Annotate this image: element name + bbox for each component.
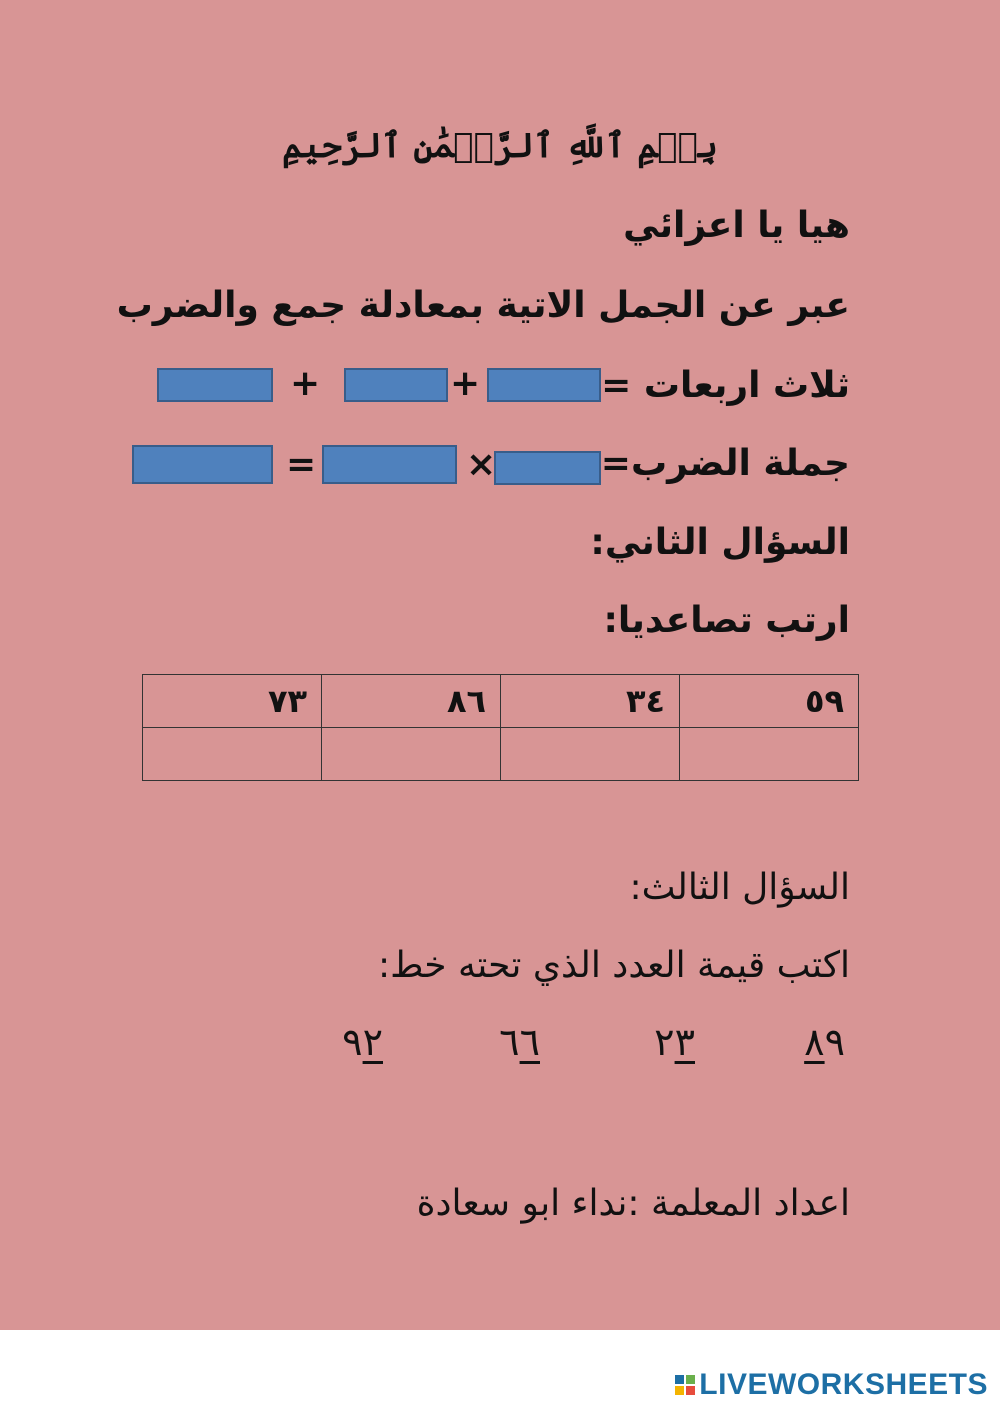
underlined-digit: ٦	[519, 1020, 540, 1064]
table-row-answers	[143, 728, 859, 781]
plain-digit: ٦	[499, 1020, 520, 1064]
multiplication-answer-box-2[interactable]	[322, 445, 457, 484]
table-cell-answer[interactable]	[680, 728, 859, 781]
plain-digit: ٢	[654, 1020, 675, 1064]
question-2-instruction: ارتب تصاعديا:	[603, 600, 850, 641]
underlined-digit: ٨	[804, 1020, 825, 1064]
plain-digit: ٩	[342, 1020, 363, 1064]
table-cell-answer[interactable]	[501, 728, 680, 781]
ordering-table	[142, 674, 859, 781]
addition-answer-box-3[interactable]	[157, 368, 273, 402]
equals-sign: =	[286, 444, 317, 485]
table-cell-answer[interactable]	[143, 728, 322, 781]
addition-label: ثلاث اربعات =	[601, 365, 850, 406]
underlined-digit: ٢	[362, 1020, 383, 1064]
underlined-number	[499, 1020, 540, 1064]
addition-answer-box-1[interactable]	[487, 368, 601, 402]
basmala-heading: بِسۡمِ ٱللَّهِ ٱلرَّحۡمَٰنِ ٱلرَّحِيمِ	[282, 126, 718, 166]
plus-sign-2: +	[290, 363, 321, 404]
times-sign: ×	[466, 444, 497, 485]
question-3-instruction: اكتب قيمة العدد الذي تحته خط:	[377, 945, 850, 986]
question-2-title: السؤال الثاني:	[590, 522, 850, 563]
multiplication-label: جملة الضرب=	[600, 443, 850, 484]
underlined-number	[342, 1020, 383, 1064]
underlined-number	[654, 1020, 695, 1064]
underlined-number	[804, 1020, 845, 1064]
plain-digit: ٩	[824, 1020, 845, 1064]
liveworksheets-icon	[675, 1375, 695, 1395]
instruction-equations: عبر عن الجمل الاتية بمعادلة جمع والضرب	[116, 285, 850, 326]
underlined-digit: ٣	[674, 1020, 695, 1064]
table-cell-number: ٣٤	[501, 675, 680, 728]
greeting: هيا يا اعزائي	[623, 205, 850, 246]
table-row-numbers	[143, 675, 859, 728]
plus-sign-1: +	[450, 363, 481, 404]
liveworksheets-brand: LIVEWORKSHEETS	[699, 1368, 988, 1401]
table-cell-number: ٨٦	[322, 675, 501, 728]
question-3-title: السؤال الثالث:	[629, 867, 850, 908]
table-cell-number: ٧٣	[143, 675, 322, 728]
table-cell-answer[interactable]	[322, 728, 501, 781]
multiplication-answer-box-1[interactable]	[494, 451, 601, 485]
table-cell-number: ٥٩	[680, 675, 859, 728]
author-credit: اعداد المعلمة :نداء ابو سعادة	[416, 1183, 850, 1224]
liveworksheets-logo[interactable]	[675, 1368, 988, 1402]
addition-answer-box-2[interactable]	[344, 368, 448, 402]
multiplication-result-box[interactable]	[132, 445, 273, 484]
